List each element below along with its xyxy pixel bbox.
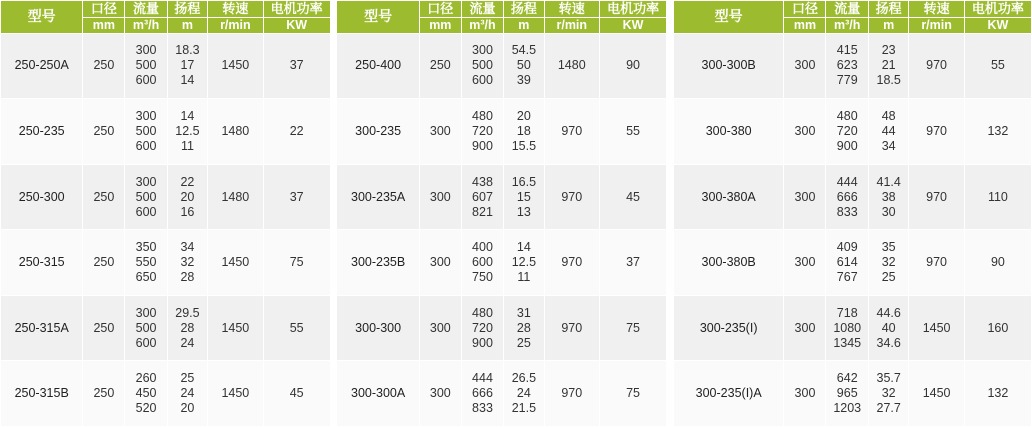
- table-body-block-3: [673, 33, 1031, 426]
- cell-head: 23 21 18.5: [869, 33, 909, 99]
- cell-power: 55: [599, 99, 666, 165]
- cell-flow: 642 965 1203: [826, 361, 869, 427]
- cell-model: 300-235(I)A: [673, 361, 784, 427]
- header-power: 电机功率: [599, 1, 666, 18]
- header-bore: 口径: [419, 1, 461, 18]
- table-header: [337, 1, 667, 34]
- cell-bore: 250: [83, 230, 125, 296]
- cell-bore: 300: [419, 361, 461, 427]
- table-row: [673, 164, 1031, 230]
- cell-head: 18.3 17 14: [167, 33, 207, 99]
- cell-power: 37: [599, 230, 666, 296]
- pump-table-block-1: [0, 0, 331, 427]
- cell-speed: 970: [544, 361, 599, 427]
- header-row-title: [337, 1, 667, 18]
- cell-bore: 250: [83, 361, 125, 427]
- cell-model: 250-400: [337, 33, 419, 99]
- table-row: [1, 230, 331, 296]
- cell-speed: 970: [544, 164, 599, 230]
- cell-speed: 970: [544, 295, 599, 361]
- cell-power: 75: [599, 361, 666, 427]
- cell-model: 250-300: [1, 164, 83, 230]
- cell-bore: 300: [419, 295, 461, 361]
- table-row: [1, 164, 331, 230]
- cell-speed: 1480: [208, 99, 263, 165]
- unit-head: m: [167, 17, 207, 33]
- unit-bore: mm: [784, 17, 826, 33]
- cell-flow: 350 550 650: [125, 230, 167, 296]
- cell-model: 300-235(I): [673, 295, 784, 361]
- header-bore: 口径: [784, 1, 826, 18]
- cell-speed: 1450: [208, 361, 263, 427]
- table-row: [1, 361, 331, 427]
- cell-flow: 409 614 767: [826, 230, 869, 296]
- cell-power: 90: [964, 230, 1031, 296]
- cell-power: 45: [263, 361, 330, 427]
- cell-bore: 250: [83, 99, 125, 165]
- header-power: 电机功率: [263, 1, 330, 18]
- header-model: 型号: [1, 1, 83, 34]
- cell-flow: 718 1080 1345: [826, 295, 869, 361]
- unit-speed: r/min: [544, 17, 599, 33]
- cell-model: 300-380A: [673, 164, 784, 230]
- cell-head: 34 32 28: [167, 230, 207, 296]
- cell-power: 22: [263, 99, 330, 165]
- table-row: [1, 33, 331, 99]
- unit-flow: m³/h: [461, 17, 503, 33]
- cell-head: 35 32 25: [869, 230, 909, 296]
- cell-bore: 250: [83, 295, 125, 361]
- cell-power: 132: [964, 361, 1031, 427]
- unit-power: KW: [599, 17, 666, 33]
- cell-model: 300-380B: [673, 230, 784, 296]
- table-row: [673, 230, 1031, 296]
- cell-flow: 415 623 779: [826, 33, 869, 99]
- cell-flow: 480 720 900: [461, 295, 503, 361]
- table-body-block-1: [1, 33, 331, 426]
- table-header: [673, 1, 1031, 34]
- header-speed: 转速: [208, 1, 263, 18]
- cell-head: 25 24 20: [167, 361, 207, 427]
- header-head: 扬程: [167, 1, 207, 18]
- table-row: [673, 99, 1031, 165]
- header-flow: 流量: [125, 1, 167, 18]
- table-row: [337, 164, 667, 230]
- table-row: [673, 33, 1031, 99]
- header-bore: 口径: [83, 1, 125, 18]
- cell-power: 160: [964, 295, 1031, 361]
- cell-head: 48 44 34: [869, 99, 909, 165]
- cell-power: 110: [964, 164, 1031, 230]
- cell-flow: 438 607 821: [461, 164, 503, 230]
- unit-bore: mm: [419, 17, 461, 33]
- cell-speed: 1480: [208, 164, 263, 230]
- table-row: [673, 295, 1031, 361]
- cell-speed: 1450: [909, 361, 964, 427]
- table-row: [337, 99, 667, 165]
- cell-head: 35.7 32 27.7: [869, 361, 909, 427]
- cell-power: 90: [599, 33, 666, 99]
- cell-speed: 970: [544, 99, 599, 165]
- table-row: [337, 295, 667, 361]
- cell-head: 14 12.5 11: [167, 99, 207, 165]
- unit-power: KW: [263, 17, 330, 33]
- cell-flow: 444 666 833: [461, 361, 503, 427]
- cell-head: 31 28 25: [504, 295, 544, 361]
- cell-flow: 260 450 520: [125, 361, 167, 427]
- cell-head: 22 20 16: [167, 164, 207, 230]
- cell-model: 300-235A: [337, 164, 419, 230]
- cell-model: 300-300: [337, 295, 419, 361]
- cell-model: 300-235: [337, 99, 419, 165]
- cell-head: 14 12.5 11: [504, 230, 544, 296]
- cell-speed: 970: [909, 33, 964, 99]
- table-row: [673, 361, 1031, 427]
- unit-flow: m³/h: [125, 17, 167, 33]
- cell-bore: 300: [419, 230, 461, 296]
- cell-bore: 250: [83, 164, 125, 230]
- cell-model: 250-250A: [1, 33, 83, 99]
- cell-model: 250-315B: [1, 361, 83, 427]
- header-model: 型号: [337, 1, 419, 34]
- cell-bore: 300: [784, 33, 826, 99]
- cell-power: 55: [263, 295, 330, 361]
- cell-flow: 300 500 600: [125, 295, 167, 361]
- unit-head: m: [869, 17, 909, 33]
- cell-head: 54.5 50 39: [504, 33, 544, 99]
- cell-power: 45: [599, 164, 666, 230]
- table-row: [337, 33, 667, 99]
- table-header: [1, 1, 331, 34]
- cell-model: 250-235: [1, 99, 83, 165]
- cell-speed: 1450: [208, 295, 263, 361]
- cell-bore: 300: [784, 99, 826, 165]
- cell-bore: 300: [784, 361, 826, 427]
- cell-speed: 970: [909, 164, 964, 230]
- header-flow: 流量: [461, 1, 503, 18]
- header-speed: 转速: [544, 1, 599, 18]
- cell-bore: 300: [419, 99, 461, 165]
- cell-flow: 300 500 600: [125, 33, 167, 99]
- cell-head: 44.6 40 34.6: [869, 295, 909, 361]
- header-model: 型号: [673, 1, 784, 34]
- cell-flow: 300 500 600: [461, 33, 503, 99]
- cell-speed: 1450: [208, 33, 263, 99]
- cell-model: 250-315: [1, 230, 83, 296]
- unit-head: m: [504, 17, 544, 33]
- cell-model: 300-235B: [337, 230, 419, 296]
- table-row: [1, 99, 331, 165]
- cell-model: 300-300B: [673, 33, 784, 99]
- header-row-title: [673, 1, 1031, 18]
- cell-power: 37: [263, 33, 330, 99]
- header-speed: 转速: [909, 1, 964, 18]
- cell-power: 75: [599, 295, 666, 361]
- cell-head: 26.5 24 21.5: [504, 361, 544, 427]
- cell-bore: 300: [419, 164, 461, 230]
- cell-head: 29.5 28 24: [167, 295, 207, 361]
- unit-speed: r/min: [909, 17, 964, 33]
- cell-power: 75: [263, 230, 330, 296]
- cell-flow: 300 500 600: [125, 99, 167, 165]
- cell-flow: 400 600 750: [461, 230, 503, 296]
- cell-bore: 250: [83, 33, 125, 99]
- cell-bore: 300: [784, 230, 826, 296]
- cell-speed: 970: [909, 230, 964, 296]
- cell-power: 132: [964, 99, 1031, 165]
- cell-speed: 1450: [208, 230, 263, 296]
- header-head: 扬程: [504, 1, 544, 18]
- unit-flow: m³/h: [826, 17, 869, 33]
- cell-speed: 1480: [544, 33, 599, 99]
- cell-head: 16.5 15 13: [504, 164, 544, 230]
- cell-flow: 444 666 833: [826, 164, 869, 230]
- header-flow: 流量: [826, 1, 869, 18]
- unit-bore: mm: [83, 17, 125, 33]
- unit-power: KW: [964, 17, 1031, 33]
- cell-bore: 250: [419, 33, 461, 99]
- cell-bore: 300: [784, 295, 826, 361]
- cell-head: 20 18 15.5: [504, 99, 544, 165]
- pump-table-block-2: [336, 0, 667, 427]
- cell-head: 41.4 38 30: [869, 164, 909, 230]
- cell-flow: 480 720 900: [461, 99, 503, 165]
- unit-speed: r/min: [208, 17, 263, 33]
- header-row-title: [1, 1, 331, 18]
- cell-model: 250-315A: [1, 295, 83, 361]
- table-row: [1, 295, 331, 361]
- cell-flow: 300 500 600: [125, 164, 167, 230]
- cell-model: 300-300A: [337, 361, 419, 427]
- cell-power: 37: [263, 164, 330, 230]
- cell-speed: 1450: [909, 295, 964, 361]
- cell-power: 55: [964, 33, 1031, 99]
- cell-flow: 480 720 900: [826, 99, 869, 165]
- table-body-block-2: [337, 33, 667, 426]
- cell-model: 300-380: [673, 99, 784, 165]
- table-row: [337, 230, 667, 296]
- header-power: 电机功率: [964, 1, 1031, 18]
- pump-table-block-3: [673, 0, 1032, 427]
- header-head: 扬程: [869, 1, 909, 18]
- cell-speed: 970: [909, 99, 964, 165]
- table-row: [337, 361, 667, 427]
- cell-speed: 970: [544, 230, 599, 296]
- cell-bore: 300: [784, 164, 826, 230]
